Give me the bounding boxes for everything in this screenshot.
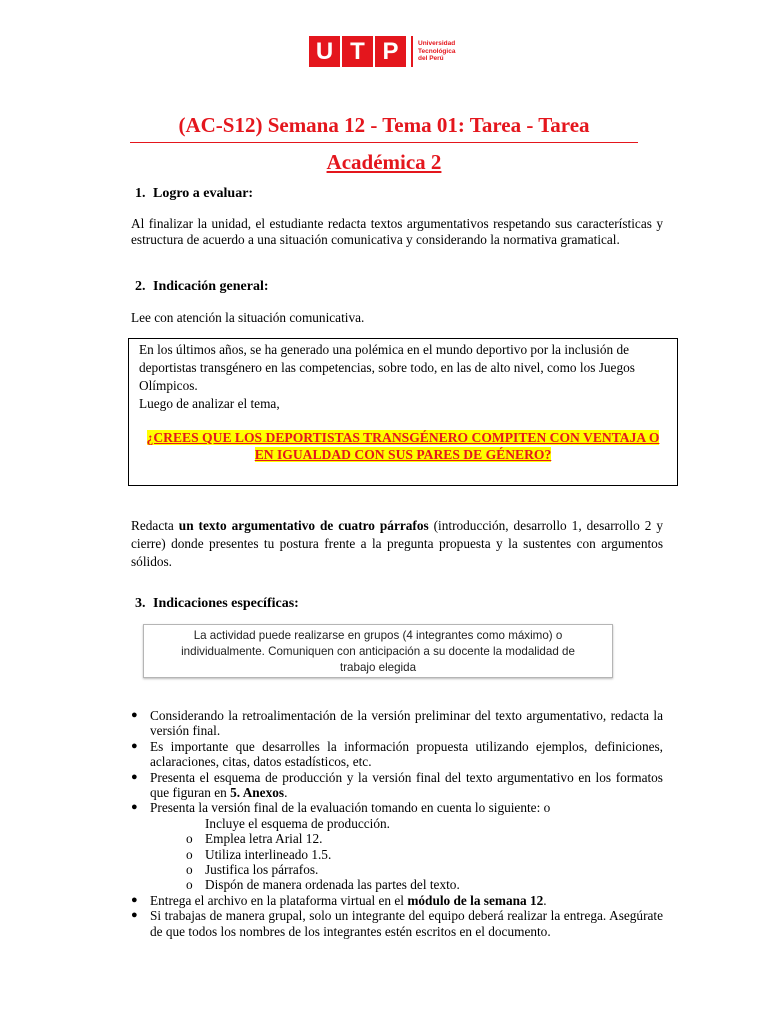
bullet-text: Entrega el archivo en la plataforma virtual en el xyxy=(150,892,408,908)
bullet-text-end: . xyxy=(284,785,288,801)
document-title xyxy=(130,110,638,177)
section-1-text: Al finalizar la unidad, el estudiante redacta textos argumentativos respetando sus características y estructura de acuerdo a una situación comunicativa y considerando la normativa gramatical. xyxy=(131,216,663,247)
sublist-item xyxy=(186,862,663,877)
bullet-bold: 5. Anexos xyxy=(230,785,285,801)
section-1-title: Logro a evaluar: xyxy=(153,186,254,201)
bullet-marker: ● xyxy=(131,909,138,922)
bullet-marker: ● xyxy=(131,709,138,721)
logo-line-1: Universidad xyxy=(418,40,456,48)
instruction-paragraph xyxy=(131,517,663,571)
note-line-1: La actividad puede realizarse en grupos (4 integrantes como máximo) o xyxy=(193,629,563,642)
modality-note xyxy=(143,624,613,678)
logo-letter-t: T xyxy=(342,36,373,67)
list-item xyxy=(131,893,663,908)
situation-question xyxy=(139,429,667,463)
bullet-marker: ● xyxy=(131,739,138,752)
bullet-text: Si trabajas de manera grupal, solo un integrante del equipo deberá realizar la entrega. Asegúrate de que todos los nombres de los integrantes estén escritos en el documento. xyxy=(150,908,663,939)
title-line-1: (AC-S12) Semana 12 - Tema 01: Tarea - Tarea xyxy=(130,110,638,143)
section-2-heading xyxy=(135,279,269,295)
bullet-text: Presenta la versión final de la evaluación tomando en cuenta lo siguiente: o xyxy=(150,800,551,816)
sub-text: Dispón de manera ordenada las partes del texto. xyxy=(205,877,460,893)
sublist-item xyxy=(186,831,663,846)
logo-line-3: del Perú xyxy=(418,55,444,63)
logo-separator xyxy=(411,36,413,67)
sublist-item xyxy=(186,877,663,892)
situation-lead: Luego de analizar el tema, xyxy=(139,396,280,411)
bullet-text: Es importante que desarrolles la información propuesta utilizando ejemplos, definiciones, aclaraciones, citas, datos estadísticos, etc. xyxy=(150,738,663,770)
bullet-marker: ● xyxy=(131,893,138,906)
logo-line-2: Tecnológica xyxy=(418,47,456,55)
bullet-marker: ● xyxy=(131,770,138,783)
question-highlight: ¿CREES QUE LOS DEPORTISTAS TRANSGÉNERO COMPITEN CON VENTAJA O EN IGUALDAD CON SUS PARES DE GÉNERO? xyxy=(146,430,660,462)
list-item xyxy=(131,800,663,892)
section-3-heading xyxy=(135,596,299,612)
logo-letter-u: U xyxy=(309,36,340,67)
sub-marker: o xyxy=(186,862,193,878)
section-3-number: 3. xyxy=(135,596,146,611)
list-item xyxy=(131,708,663,739)
logo-wordmark xyxy=(418,40,455,63)
specific-instructions-list xyxy=(131,708,663,939)
section-2-text: Lee con atención la situación comunicativa. xyxy=(131,310,365,325)
sub-text: Incluye el esquema de producción. xyxy=(205,815,390,831)
list-item xyxy=(131,739,663,770)
sublist-item xyxy=(186,847,663,862)
title-line-2: Académica 2 xyxy=(326,150,442,174)
bullet-bold: módulo de la semana 12 xyxy=(407,892,544,908)
note-line-2: individualmente. Comuniquen con anticipación a su docente la modalidad de xyxy=(181,645,575,658)
sub-marker: o xyxy=(186,877,193,893)
instruction-post: (introducción, desarrollo 1, desarrollo 2 y cierre) donde presentes tu postura frente a la pregunta propuesta y la sustentes con argumentos sólidos. xyxy=(131,518,664,569)
section-1-number: 1. xyxy=(135,186,146,201)
sub-marker: o xyxy=(186,831,193,847)
sub-text: Utiliza interlineado 1.5. xyxy=(205,846,332,862)
section-1-heading xyxy=(135,186,253,202)
logo-letter-p: P xyxy=(375,36,406,67)
sub-marker: o xyxy=(186,846,193,862)
sublist-item xyxy=(186,816,663,831)
list-item xyxy=(131,908,663,939)
bullet-text: Considerando la retroalimentación de la versión preliminar del texto argumentativo, redacta la versión final. xyxy=(150,708,663,739)
section-2-number: 2. xyxy=(135,279,146,294)
situation-box xyxy=(128,338,678,486)
bullet-marker: ● xyxy=(131,801,138,814)
bullet-text-end: . xyxy=(543,892,547,908)
note-line-3: trabajo elegida xyxy=(339,661,417,674)
instruction-bold: un texto argumentativo de cuatro párrafos xyxy=(178,518,429,533)
utp-logo xyxy=(309,36,455,67)
bullet-text: Presenta el esquema de producción y la versión final del texto argumentativo en los formatos que figuran en xyxy=(150,769,663,801)
situation-text: En los últimos años, se ha generado una polémica en el mundo deportivo por la inclusión de deportistas transgénero en las competencias, sobre todo, en las de alto nivel, como los Juegos Olímpicos. xyxy=(139,342,635,393)
instruction-pre: Redacta xyxy=(131,518,179,533)
format-sublist xyxy=(150,816,663,893)
sub-text: Justifica los párrafos. xyxy=(205,862,319,878)
section-2-title: Indicación general: xyxy=(153,279,269,294)
list-item xyxy=(131,770,663,801)
sub-text: Emplea letra Arial 12. xyxy=(205,831,323,847)
section-3-title: Indicaciones específicas: xyxy=(153,596,299,611)
